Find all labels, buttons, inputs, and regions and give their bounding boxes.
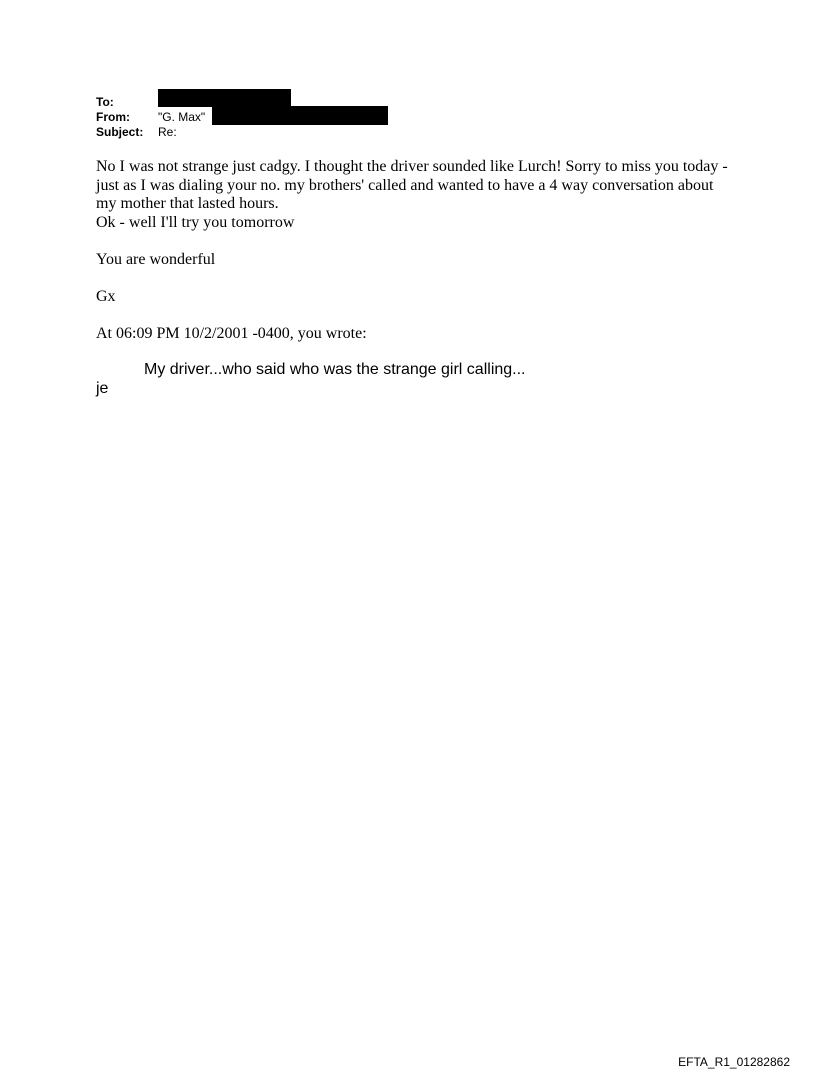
message-body — [96, 158, 736, 343]
message-paragraph: You are wonderful — [96, 250, 216, 268]
from-row — [96, 110, 205, 125]
to-row — [96, 95, 205, 110]
to-label: To: — [96, 95, 114, 109]
from-value: "G. Max" — [158, 110, 206, 124]
message-paragraph: No I was not strange just cadgy. I thought the driver sounded like Lurch! Sorry to miss you today - just as I was dialing your no. my brothers' called and wanted to have a 4 way conversation about my mother that lasted hours. — [96, 158, 728, 212]
quoted-signature: je — [96, 380, 109, 397]
quoted-message: My driver...who said who was the strange girl calling... — [144, 361, 526, 378]
subject-label: Subject: — [96, 125, 144, 139]
subject-row — [96, 125, 205, 140]
redaction-block — [212, 106, 388, 125]
from-label: From: — [96, 110, 130, 124]
redaction-block — [158, 89, 291, 107]
document-id: EFTA_R1_01282862 — [678, 1055, 790, 1069]
message-paragraph: Ok - well I'll try you tomorrow — [96, 213, 295, 231]
email-header — [96, 95, 205, 140]
subject-value: Re: — [158, 125, 177, 139]
quote-attribution: At 06:09 PM 10/2/2001 -0400, you wrote: — [96, 324, 367, 342]
message-signoff: Gx — [96, 287, 116, 305]
